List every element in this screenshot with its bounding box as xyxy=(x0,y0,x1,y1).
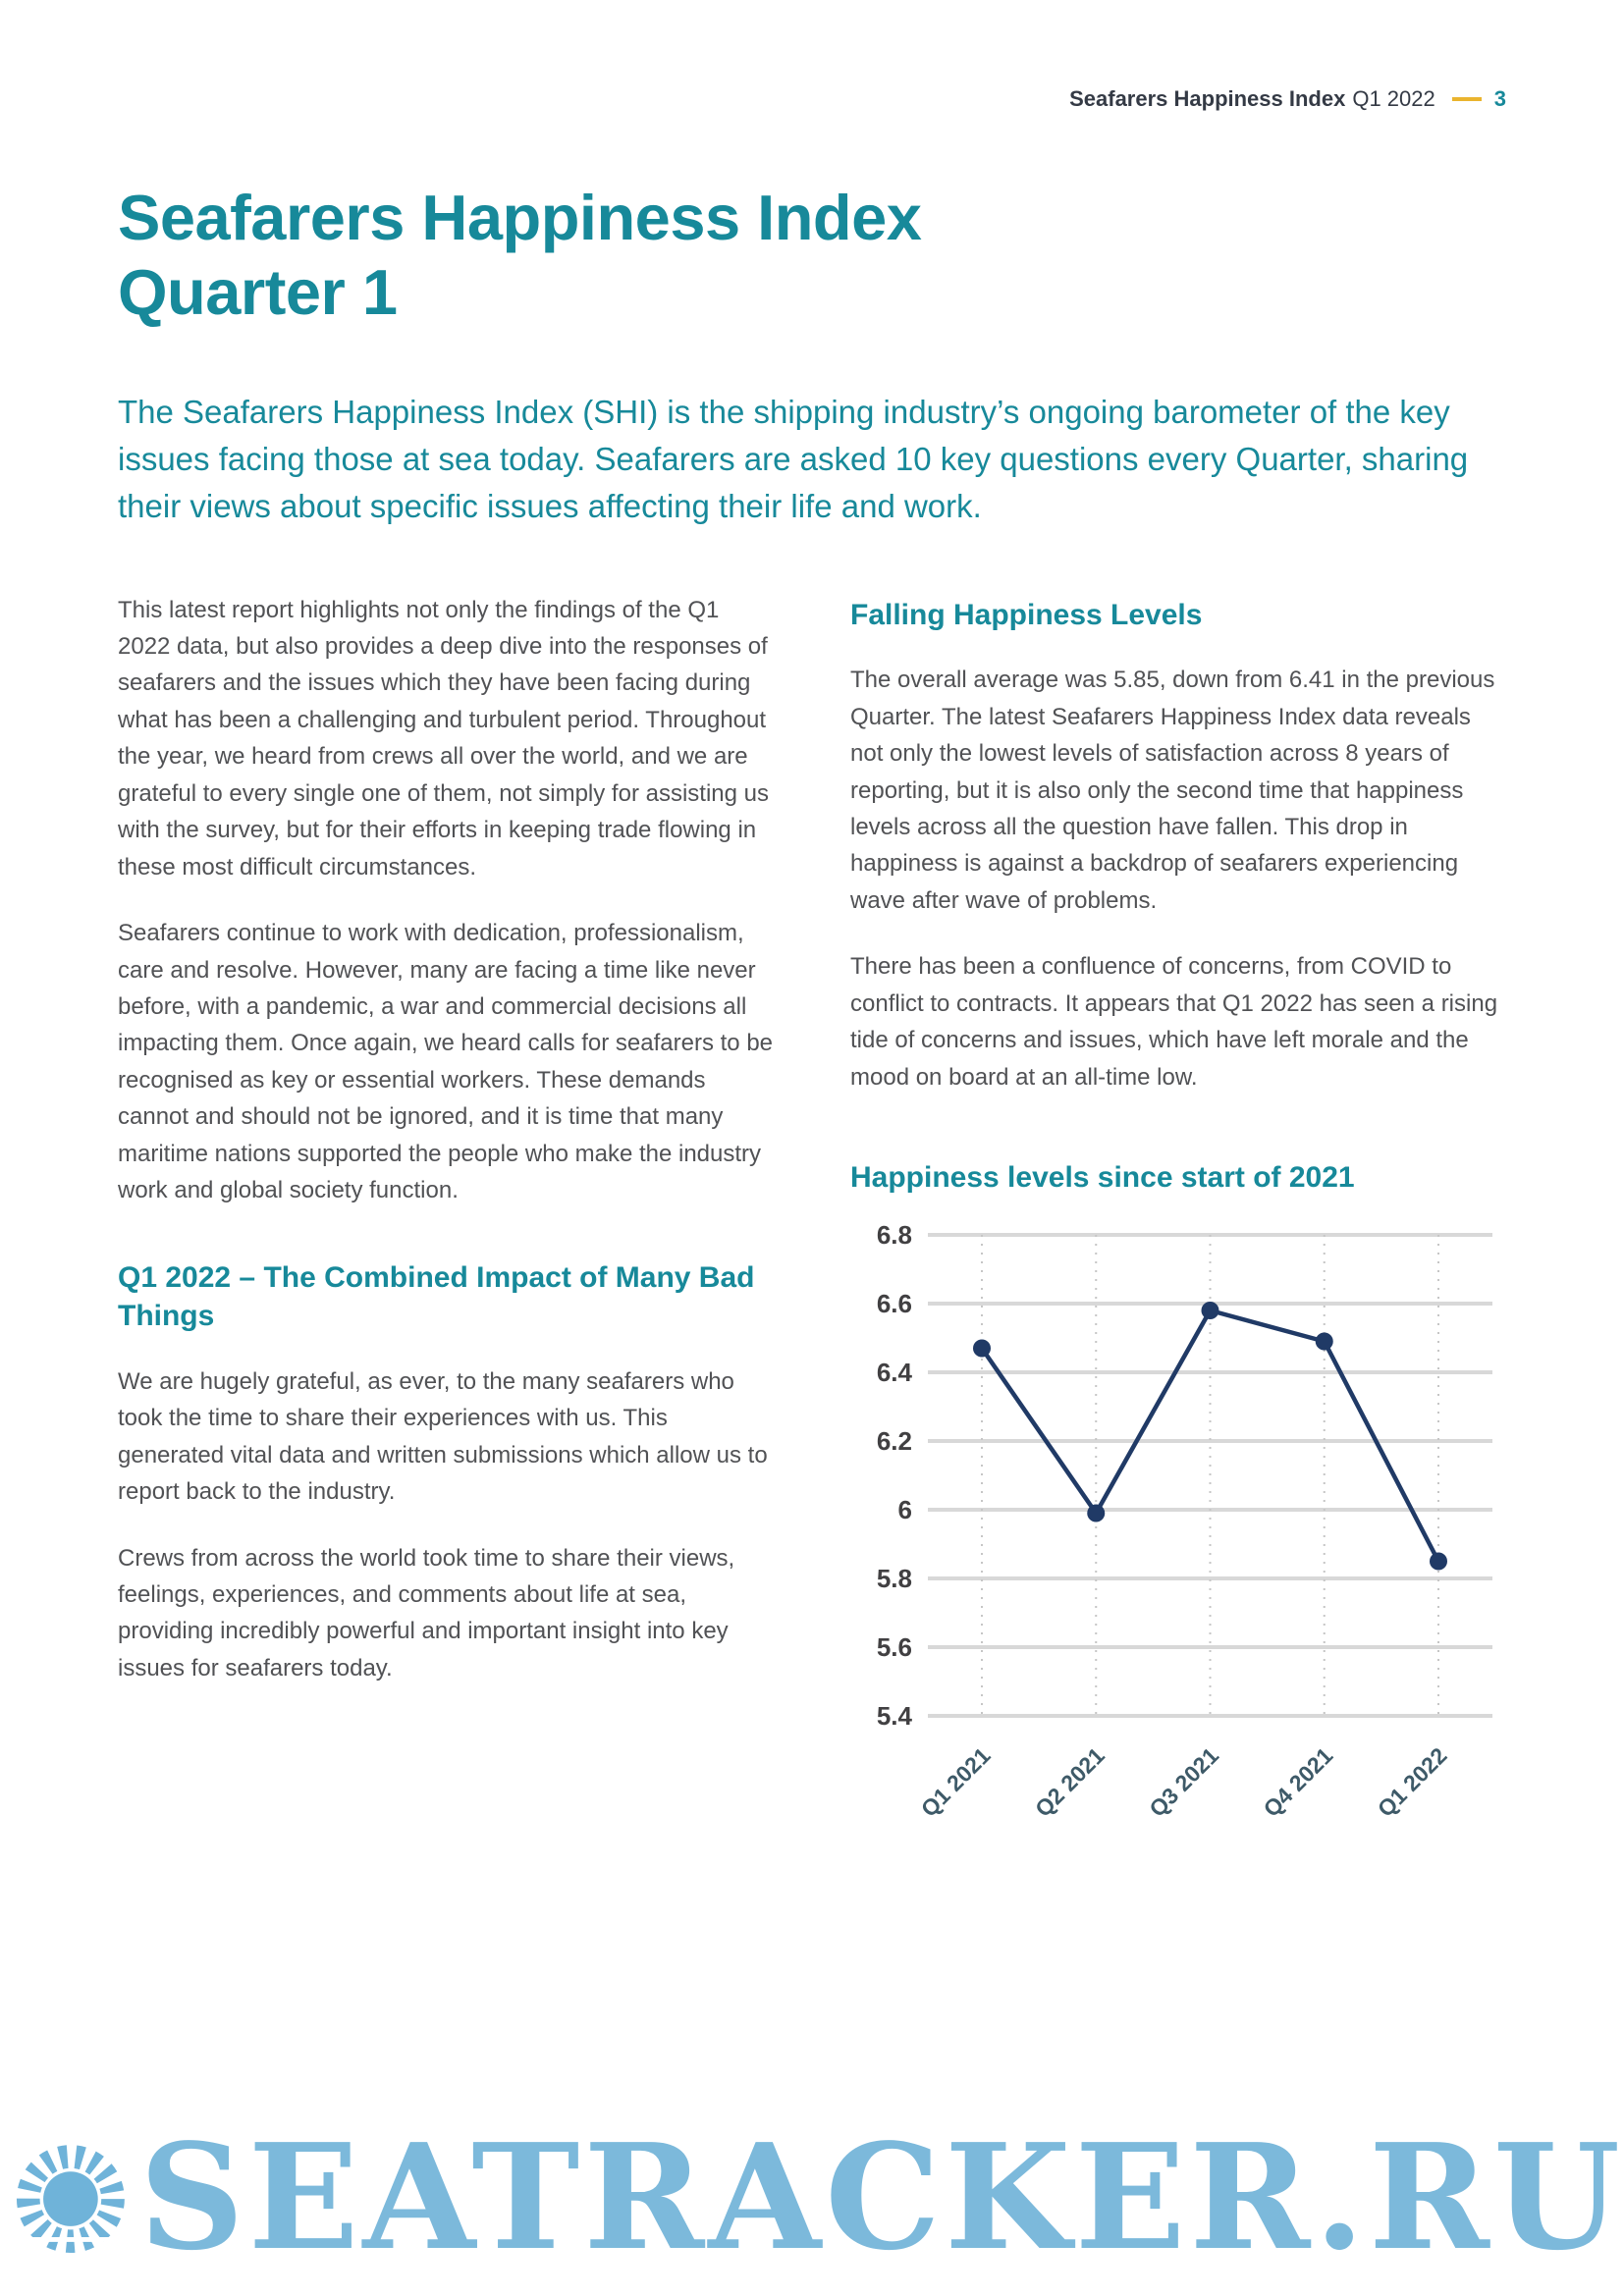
svg-text:Q4 2021: Q4 2021 xyxy=(1258,1741,1338,1822)
header-report-title: Seafarers Happiness Index xyxy=(1069,86,1346,111)
svg-text:6.2: 6.2 xyxy=(876,1425,912,1456)
page-header xyxy=(118,86,1506,112)
watermark-text: SEATRACKER.RU xyxy=(138,2111,1624,2282)
two-column-body xyxy=(118,592,1506,1843)
section-heading-combined-impact: Q1 2022 – The Combined Impact of Many Bad Things xyxy=(118,1260,755,1333)
svg-text:6: 6 xyxy=(897,1494,912,1524)
svg-text:5.4: 5.4 xyxy=(876,1700,912,1731)
svg-text:6.4: 6.4 xyxy=(876,1357,912,1387)
svg-text:5.8: 5.8 xyxy=(876,1563,912,1593)
header-edition: Q1 2022 xyxy=(1352,86,1435,111)
page-title-line1: Seafarers Happiness Index xyxy=(118,182,922,253)
intro-paragraph: The Seafarers Happiness Index (SHI) is the shipping industry’s ongoing barometer of the key issues facing those at sea today. Seafarers are asked 10 key questions every Quarter, sharing their views about specific issues affecting their life and work. xyxy=(118,394,1469,525)
body-paragraph-6: There has been a confluence of concerns, from COVID to conflict to contracts. It appears that Q1 2022 has seen a rising tide of concerns and issues, which have left morale and the mood on board at an all-time low. xyxy=(850,953,1498,1091)
right-column xyxy=(850,592,1506,1843)
svg-text:5.6: 5.6 xyxy=(876,1631,912,1662)
svg-text:Q2 2021: Q2 2021 xyxy=(1029,1741,1110,1822)
body-paragraph-4: Crews from across the world took time to share their views, feelings, experiences, and comments about life at sea, providing incredibly powerful and important insight into key issues for seafarers today. xyxy=(118,1544,735,1682)
body-paragraph-3: We are hugely grateful, as ever, to the many seafarers who took the time to share their experiences with us. This generated vital data and written submissions which allow us to report back to the industry. xyxy=(118,1367,768,1506)
watermark xyxy=(0,2109,1624,2284)
svg-text:6.8: 6.8 xyxy=(876,1219,912,1250)
body-paragraph-2: Seafarers continue to work with dedication, professionalism, care and resolve. However, many are facing a time like never before, with a pandemic, a war and commercial decisions all impacting them. Once again, we heard calls for seafarers to be recognised as key or essential workers. These demands cannot and should not be ignored, and it is time that many maritime nations supported the people who make the industry work and global society function. xyxy=(118,920,774,1204)
svg-text:Q1 2021: Q1 2021 xyxy=(915,1741,996,1822)
header-page-number: 3 xyxy=(1493,86,1506,111)
happiness-line-chart xyxy=(844,1215,1492,1843)
left-column xyxy=(118,592,774,1843)
section-heading-falling-happiness: Falling Happiness Levels xyxy=(850,598,1203,631)
svg-text:6.6: 6.6 xyxy=(876,1288,912,1318)
body-paragraph-5: The overall average was 5.85, down from 6.41 in the previous Quarter. The latest Seafarers Happiness Index data reveals not only the lowest levels of satisfaction across 8 years of reporting, but it is also only the second time that happiness levels across all the question have fallen. This drop in happiness is against a backdrop of seafarers experiencing wave after wave of problems. xyxy=(850,667,1495,914)
page-title-line2: Quarter 1 xyxy=(118,256,398,329)
body-paragraph-1: This latest report highlights not only the findings of the Q1 2022 data, but also provides a deep dive into the responses of seafarers and the issues which they have been facing during what has been a challenging and turbulent period. Throughout the year, we heard from crews all over the world, and we are grateful to every single one of them, not simply for assisting us with the survey, but for their efforts in keeping trade flowing in these most difficult circumstances. xyxy=(118,596,769,881)
svg-text:Q3 2021: Q3 2021 xyxy=(1144,1741,1224,1822)
chart-title: Happiness levels since start of 2021 xyxy=(850,1161,1355,1195)
svg-text:Q1 2022: Q1 2022 xyxy=(1372,1741,1452,1822)
sun-logo-icon xyxy=(10,2109,132,2284)
header-gold-rule xyxy=(1452,97,1482,101)
page-title xyxy=(118,181,1506,330)
